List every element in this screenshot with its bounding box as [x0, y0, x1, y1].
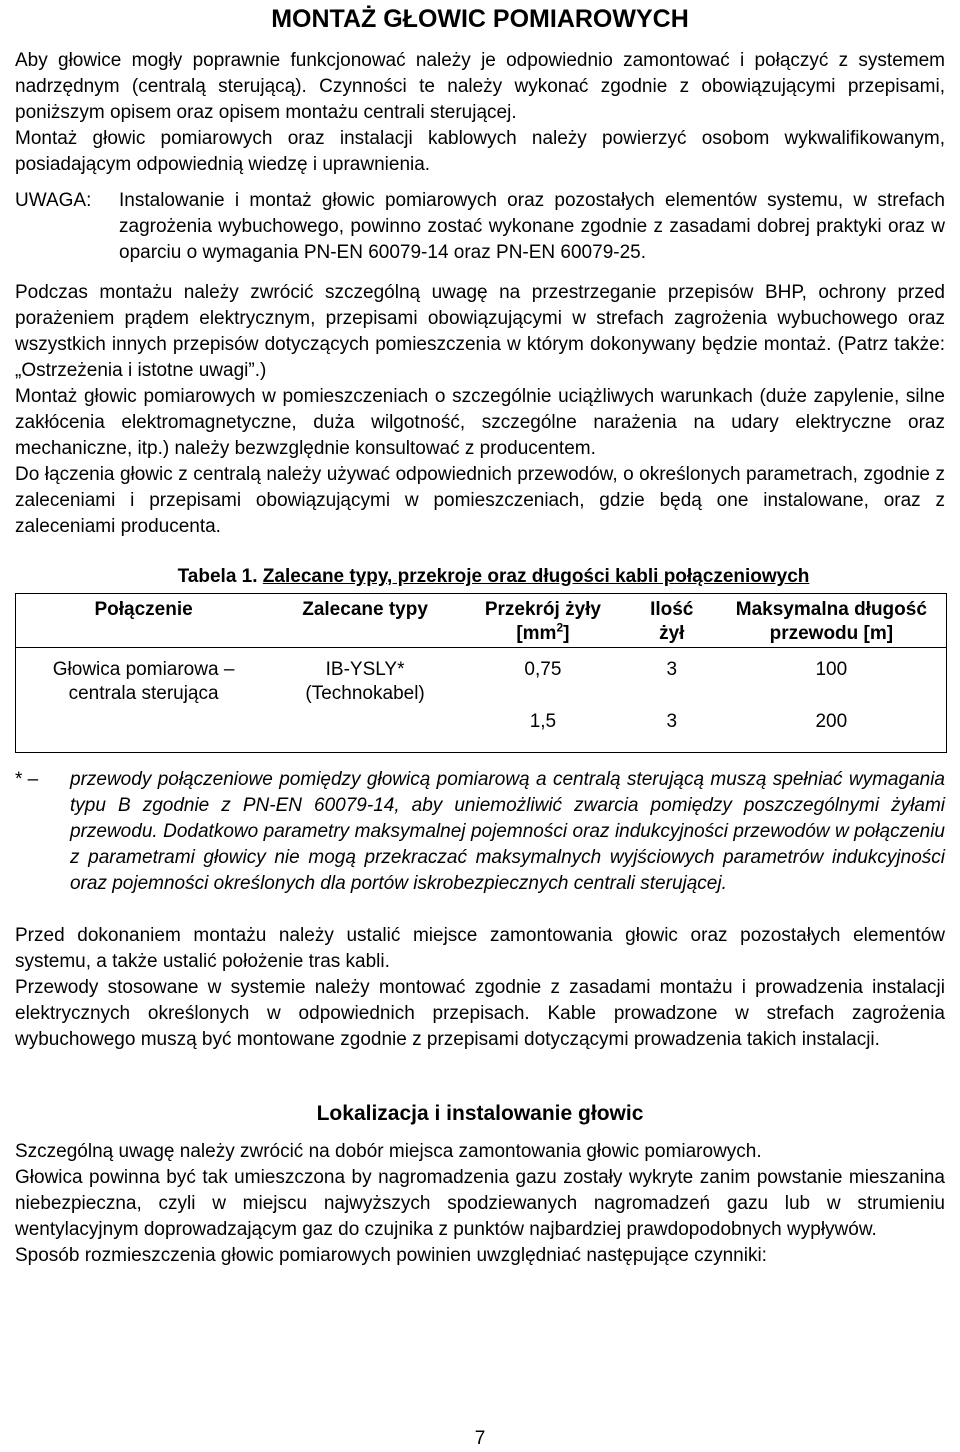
warning-note: [15, 188, 945, 266]
body-paragraph-1: Podczas montażu należy zwrócić szczególną uwagę na przestrzeganie przepisów BHP, ochrony przed porażeniem prądem elektrycznym, przepisami obowiązującymi w strefach zagrożenia wybuchowego oraz wszystkich innych przepisów dotyczących pomieszczenia w którym dokonywany będzie montaż. (Patrz także: „Ostrzeżenia i istotne uwagi”.): [15, 282, 945, 381]
table-caption-number: Tabela 1.: [177, 566, 258, 587]
table-footnote: [15, 767, 945, 897]
table-header-row: [16, 594, 947, 648]
cell-max-length: 100: [717, 648, 947, 689]
cable-spec-table: [15, 593, 947, 753]
body-section: [15, 280, 945, 540]
intro-paragraph-1: Aby głowice mogły poprawnie funkcjonować należy je odpowiednio zamontować i połączyć z systemem nadrzędnym (centralą sterującą). Czynności te należy wykonać zgodnie z obowiązującymi przepisami, poniższym opisem oraz opisem montażu centrali sterującej.: [15, 50, 945, 123]
cell-type: IB-YSLY* (Technokabel): [305, 659, 425, 704]
header-type: Zalecane typy: [302, 599, 428, 620]
cell-connection: Głowica pomiarowa – centrala sterująca: [16, 648, 272, 753]
page-title: MONTAŻ GŁOWIC POMIAROWYCH: [271, 5, 689, 33]
header-max-length: Maksymalna długość przewodu [m]: [717, 594, 947, 648]
cell-wire-count: 3: [666, 659, 678, 680]
table-caption-title: Zalecane typy, przekroje oraz długości kabli połączeniowych: [262, 566, 810, 587]
footnote-text: przewody połączeniowe pomiędzy głowicą pomiarową a centralą sterującą muszą spełniać wymagania typu B zgodnie z PN-EN 60079-14, aby uniemożliwić zwarcia pomiędzy poszczególnymi żyłami przewodu. Dodatkowo parametry maksymalnej pojemności oraz indukcyjności przewodów w połączeniu z parametrami głowicy nie mogą przekraczać maksymalnych wyjściowych parametrów indukcyjności oraz pojemności określonych dla portów iskrobezpiecznych centrali sterującej.: [70, 769, 945, 894]
warning-label: UWAGA:: [15, 190, 92, 211]
table-row: [16, 648, 947, 689]
document-page: [15, 0, 945, 1269]
table-caption: [15, 565, 945, 589]
cell-max-length: 200: [717, 688, 947, 753]
page-number: 7: [474, 1428, 486, 1449]
cell-cross-section: 1,5: [529, 711, 557, 732]
header-connection: Połączenie: [16, 594, 272, 648]
header-cross-section: Przekrój żyły $[mm^2]$: [484, 599, 601, 644]
body-paragraph-2: Montaż głowic pomiarowych w pomieszczeniach o szczególnie uciążliwych warunkach (duże zapylenie, silne zakłócenia elektromagnetyczne, duża wilgotność, szczególne narażenia na udary elektryczne oraz mechaniczne, itp.) należy bezwzględnie konsultować z producentem.: [15, 386, 945, 459]
footnote-mark: * –: [15, 769, 39, 790]
section-paragraph-1: Szczególną uwagę należy zwrócić na dobór miejsca zamontowania głowic pomiarowych.: [15, 1141, 762, 1162]
intro-paragraph-2: Montaż głowic pomiarowych oraz instalacji kablowych należy powierzyć osobom wykwalifikowanym, posiadającym odpowiednią wiedzę i uprawnienia.: [15, 128, 945, 175]
after-table-paragraph-1: Przed dokonaniem montażu należy ustalić miejsce zamontowania głowic oraz pozostałych elementów systemu, a także ustalić położenie tras kabli.: [15, 925, 945, 972]
after-table-paragraph-2: Przewody stosowane w systemie należy montować zgodnie z zasadami montażu i prowadzenia instalacji elektrycznych określonych w odpowiednich przepisach. Kable prowadzone w strefach zagrożenia wybuchowego muszą być montowane zgodnie z przepisami dotyczącymi prowadzenia takich instalacji.: [15, 977, 945, 1050]
header-wire-count: Ilość żył: [650, 599, 694, 644]
cell-cross-section: 0,75: [524, 659, 562, 680]
body-paragraph-3: Do łączenia głowic z centralą należy używać odpowiednich przewodów, o określonych parametrach, zgodnie z zaleceniami i przepisami obowiązującymi w pomieszczeniach, gdzie będą one instalowane, oraz z zaleceniami producenta.: [15, 464, 945, 537]
section-heading: Lokalizacja i instalowanie głowic: [316, 1102, 644, 1125]
cell-wire-count: 3: [666, 711, 678, 732]
after-table-section: [15, 923, 945, 1053]
warning-text: Instalowanie i montaż głowic pomiarowych oraz pozostałych elementów systemu, w strefach zagrożenia wybuchowego, powinno zostać wykonane zgodnie z zasadami dobrej praktyki oraz w oparciu o wymagania PN-EN 60079-14 oraz PN-EN 60079-25.: [119, 190, 945, 263]
section-paragraph-3: Sposób rozmieszczenia głowic pomiarowych powinien uwzględniać następujące czynniki:: [15, 1245, 767, 1266]
section-paragraph-2: Głowica powinna być tak umieszczona by nagromadzenia gazu zostały wykryte zanim powstanie mieszanina niebezpieczna, czyli w miejscu najwyższych spodziewanych nagromadzeń gazu lub w strumieniu wentylacyjnym doprowadzającym gaz do czujnika z punktów najbardziej prawdopodobnych wypływów.: [15, 1167, 945, 1240]
